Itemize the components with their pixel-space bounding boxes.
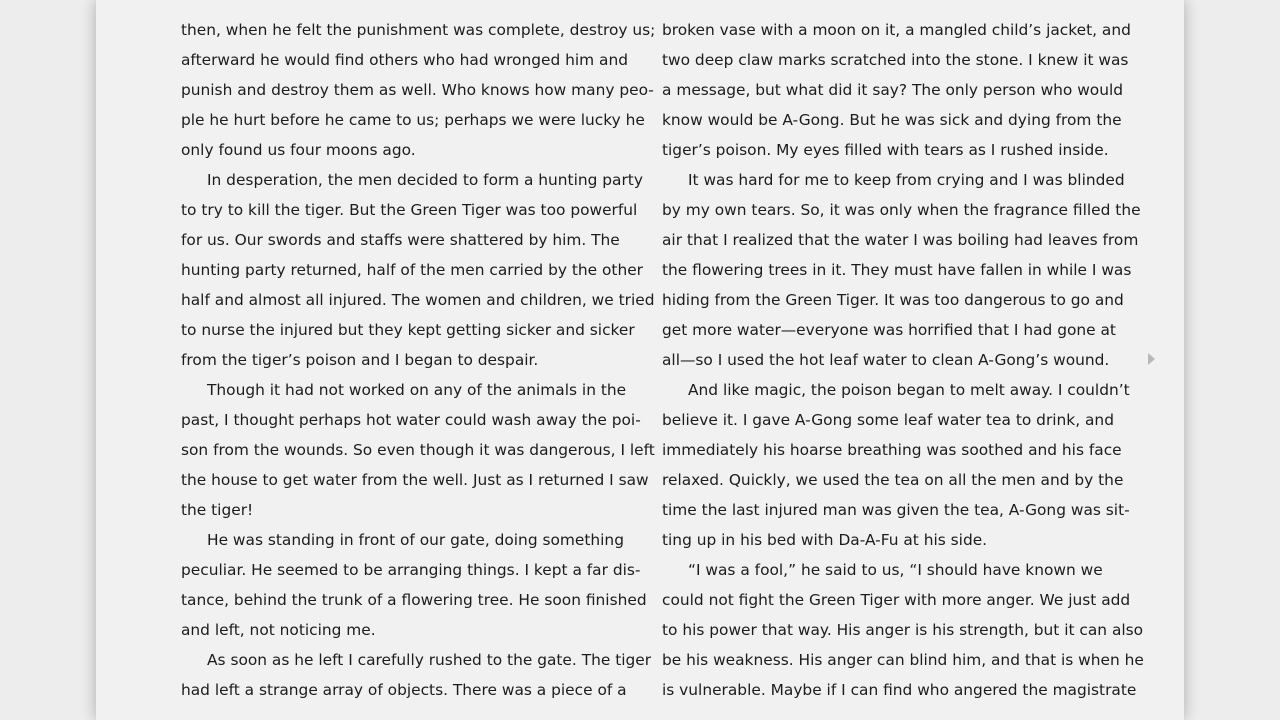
text-line: broken vase with a moon on it, a mangled child’s jacket, and bbox=[662, 21, 1131, 39]
text-line: the house to get water from the well. Just as I returned I saw bbox=[181, 471, 649, 489]
text-line: only found us four moons ago. bbox=[181, 141, 416, 159]
text-line: son from the wounds. So even though it was dangerous, I left bbox=[181, 441, 655, 459]
text-line: get more water—everyone was horrified that I had gone at bbox=[662, 321, 1116, 339]
text-line: afterward he would find others who had wronged him and bbox=[181, 51, 628, 69]
text-line: In desperation, the men decided to form a hunting party bbox=[207, 171, 643, 189]
text-line: past, I thought perhaps hot water could wash away the poi- bbox=[181, 411, 641, 429]
text-line: the tiger! bbox=[181, 501, 254, 519]
right-page-column bbox=[662, 15, 1144, 705]
text-line: be his weakness. His anger can blind him, and that is when he bbox=[662, 651, 1144, 669]
text-line: a message, but what did it say? The only person who would bbox=[662, 81, 1124, 99]
text-line: peculiar. He seemed to be arranging things. I kept a far dis- bbox=[181, 561, 641, 579]
text-line: ting up in his bed with Da-A-Fu at his side. bbox=[662, 531, 988, 549]
text-line: It was hard for me to keep from crying and I was blinded bbox=[688, 171, 1125, 189]
text-line: punish and destroy them as well. Who knows how many peo- bbox=[181, 81, 654, 99]
text-line: He was standing in front of our gate, doing something bbox=[207, 531, 624, 549]
text-line: could not fight the Green Tiger with more anger. We just add bbox=[662, 591, 1131, 609]
text-line: is vulnerable. Maybe if I can find who angered the magistrate bbox=[662, 681, 1137, 699]
text-line: air that I realized that the water I was boiling had leaves from bbox=[662, 231, 1139, 249]
text-line: And like magic, the poison began to melt away. I couldn’t bbox=[688, 381, 1130, 399]
text-line: half and almost all injured. The women and children, we tried bbox=[181, 291, 655, 309]
text-line: hunting party returned, half of the men carried by the other bbox=[181, 261, 643, 279]
text-line: believe it. I gave A-Gong some leaf water tea to drink, and bbox=[662, 411, 1114, 429]
book-page-spread bbox=[96, 0, 1184, 720]
text-line: and left, not noticing me. bbox=[181, 621, 376, 639]
text-line: tiger’s poison. My eyes filled with tears as I rushed inside. bbox=[662, 141, 1109, 159]
left-page-column bbox=[181, 15, 656, 705]
text-line: relaxed. Quickly, we used the tea on all the men and by the bbox=[662, 471, 1124, 489]
text-line: from the tiger’s poison and I began to despair. bbox=[181, 351, 539, 369]
text-line: to his power that way. His anger is his strength, but it can also bbox=[662, 621, 1144, 639]
text-line: hiding from the Green Tiger. It was too dangerous to go and bbox=[662, 291, 1124, 309]
text-line: by my own tears. So, it was only when the fragrance filled the bbox=[662, 201, 1141, 219]
text-line: time the last injured man was given the tea, A-Gong was sit- bbox=[662, 501, 1130, 519]
text-line: “I was a fool,” he said to us, “I should have known we bbox=[688, 561, 1103, 579]
text-line: ple he hurt before he came to us; perhaps we were lucky he bbox=[181, 111, 645, 129]
text-line: two deep claw marks scratched into the stone. I knew it was bbox=[662, 51, 1129, 69]
text-line: As soon as he left I carefully rushed to the gate. The tiger bbox=[207, 651, 652, 669]
text-line: all—so I used the hot leaf water to clean A-Gong’s wound. bbox=[662, 351, 1110, 369]
text-line: Though it had not worked on any of the animals in the bbox=[207, 381, 627, 399]
next-page-arrow-icon[interactable] bbox=[1148, 353, 1155, 365]
text-line: tance, behind the trunk of a flowering tree. He soon finished bbox=[181, 591, 647, 609]
text-line: had left a strange array of objects. There was a piece of a bbox=[181, 681, 627, 699]
text-line: immediately his hoarse breathing was soothed and his face bbox=[662, 441, 1122, 459]
text-line: then, when he felt the punishment was complete, destroy us; bbox=[181, 21, 656, 39]
text-line: know would be A-Gong. But he was sick and dying from the bbox=[662, 111, 1122, 129]
text-line: for us. Our swords and staffs were shattered by him. The bbox=[181, 231, 620, 249]
text-line: to nurse the injured but they kept getting sicker and sicker bbox=[181, 321, 635, 339]
text-line: to try to kill the tiger. But the Green Tiger was too powerful bbox=[181, 201, 638, 219]
text-line: the flowering trees in it. They must have fallen in while I was bbox=[662, 261, 1132, 279]
